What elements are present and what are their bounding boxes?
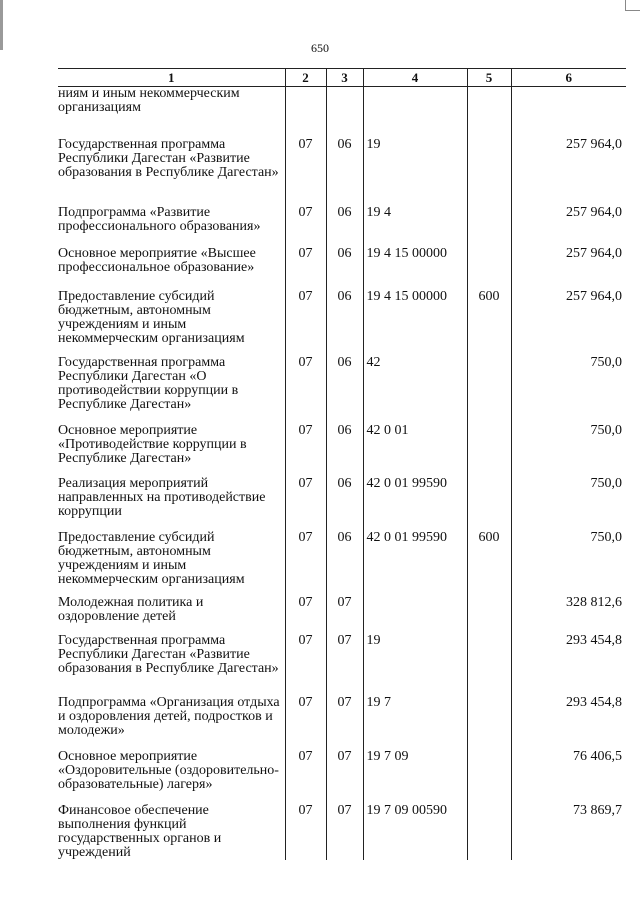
row-subsection: 06 bbox=[326, 247, 363, 290]
table-row bbox=[58, 804, 626, 860]
row-amount: 328 812,6 bbox=[511, 596, 626, 634]
row-expense-type bbox=[467, 138, 511, 206]
row-section: 07 bbox=[285, 477, 326, 531]
row-name: Предоставление субсидий бюджетным, автономным учреждениям и иным некоммерческим организациям bbox=[58, 288, 245, 346]
row-amount: 257 964,0 bbox=[511, 138, 626, 206]
row-section: 07 bbox=[285, 696, 326, 750]
table-row bbox=[58, 206, 626, 247]
header-col-5: 5 bbox=[467, 69, 511, 87]
page-number: 650 bbox=[311, 41, 329, 55]
table-row bbox=[58, 87, 626, 138]
row-target-code: 19 7 09 bbox=[363, 750, 467, 804]
row-section: 07 bbox=[285, 596, 326, 634]
row-subsection: 07 bbox=[326, 750, 363, 804]
row-amount: 750,0 bbox=[511, 477, 626, 531]
row-amount bbox=[511, 87, 626, 138]
row-name: Подпрограмма «Развитие профессионального образования» bbox=[58, 204, 261, 234]
table-row bbox=[58, 290, 626, 356]
row-section: 07 bbox=[285, 531, 326, 596]
table-row bbox=[58, 138, 626, 206]
row-amount: 76 406,5 bbox=[511, 750, 626, 804]
row-section: 07 bbox=[285, 247, 326, 290]
row-expense-type bbox=[467, 804, 511, 860]
header-col-6: 6 bbox=[511, 69, 626, 87]
row-expense-type bbox=[467, 247, 511, 290]
header-col-3: 3 bbox=[326, 69, 363, 87]
table-row bbox=[58, 531, 626, 596]
table-row bbox=[58, 696, 626, 750]
row-name: Основное мероприятие «Оздоровительные (оздоровительно-образовательные) лагеря» bbox=[58, 748, 279, 792]
row-section: 07 bbox=[285, 138, 326, 206]
row-subsection: 07 bbox=[326, 696, 363, 750]
row-name: Государственная программа Республики Дагестан «Развитие образования в Республике Дагестан» bbox=[58, 136, 279, 180]
row-expense-type bbox=[467, 634, 511, 696]
row-section bbox=[285, 87, 326, 138]
scan-corner-mark bbox=[625, 0, 640, 11]
row-section: 07 bbox=[285, 290, 326, 356]
row-amount: 257 964,0 bbox=[511, 206, 626, 247]
row-name: Государственная программа Республики Дагестан «О противодействии коррупции в Республике Дагестан» bbox=[58, 354, 239, 412]
header-col-1: 1 bbox=[58, 69, 285, 87]
budget-table bbox=[58, 68, 626, 860]
table-header-row bbox=[58, 69, 626, 87]
row-target-code: 19 bbox=[363, 138, 467, 206]
row-name: Финансовое обеспечение выполнения функций государственных органов и учреждений bbox=[58, 802, 222, 860]
row-amount: 257 964,0 bbox=[511, 290, 626, 356]
row-expense-type bbox=[467, 206, 511, 247]
row-amount: 73 869,7 bbox=[511, 804, 626, 860]
row-expense-type bbox=[467, 356, 511, 424]
row-name: ниям и иным некоммерческим организациям bbox=[58, 86, 240, 115]
row-target-code: 42 bbox=[363, 356, 467, 424]
row-amount: 750,0 bbox=[511, 424, 626, 477]
row-expense-type: 600 bbox=[467, 531, 511, 596]
row-subsection: 06 bbox=[326, 356, 363, 424]
row-section: 07 bbox=[285, 424, 326, 477]
row-subsection: 06 bbox=[326, 531, 363, 596]
row-amount: 293 454,8 bbox=[511, 696, 626, 750]
table-row bbox=[58, 750, 626, 804]
row-target-code: 42 0 01 99590 bbox=[363, 531, 467, 596]
row-subsection: 06 bbox=[326, 424, 363, 477]
row-subsection: 06 bbox=[326, 138, 363, 206]
table-row bbox=[58, 596, 626, 634]
row-subsection: 06 bbox=[326, 477, 363, 531]
row-name: Государственная программа Республики Дагестан «Развитие образования в Республике Дагестан» bbox=[58, 632, 279, 676]
row-name: Реализация мероприятий направленных на противодействие коррупции bbox=[58, 475, 266, 519]
table-row bbox=[58, 477, 626, 531]
row-name: Основное мероприятие «Высшее профессиональное образование» bbox=[58, 245, 256, 275]
header-col-2: 2 bbox=[285, 69, 326, 87]
row-expense-type bbox=[467, 596, 511, 634]
row-section: 07 bbox=[285, 356, 326, 424]
row-expense-type: 600 bbox=[467, 290, 511, 356]
row-name: Молодежная политика и оздоровление детей bbox=[58, 594, 204, 624]
header-col-4: 4 bbox=[363, 69, 467, 87]
row-subsection: 06 bbox=[326, 206, 363, 247]
table-row bbox=[58, 356, 626, 424]
row-amount: 750,0 bbox=[511, 356, 626, 424]
row-name: Основное мероприятие «Противодействие коррупции в Республике Дагестан» bbox=[58, 422, 247, 466]
row-expense-type bbox=[467, 750, 511, 804]
row-name: Предоставление субсидий бюджетным, автономным учреждениям и иным некоммерческим организациям bbox=[58, 529, 245, 587]
row-target-code: 19 7 09 00590 bbox=[363, 804, 467, 860]
row-target-code: 19 4 15 00000 bbox=[363, 290, 467, 356]
row-amount: 293 454,8 bbox=[511, 634, 626, 696]
row-target-code: 19 4 bbox=[363, 206, 467, 247]
row-section: 07 bbox=[285, 750, 326, 804]
row-expense-type bbox=[467, 696, 511, 750]
row-subsection: 07 bbox=[326, 634, 363, 696]
row-target-code: 42 0 01 99590 bbox=[363, 477, 467, 531]
table-row bbox=[58, 247, 626, 290]
row-subsection: 06 bbox=[326, 290, 363, 356]
row-expense-type bbox=[467, 87, 511, 138]
row-subsection: 07 bbox=[326, 804, 363, 860]
row-expense-type bbox=[467, 424, 511, 477]
table-row bbox=[58, 634, 626, 696]
row-subsection: 07 bbox=[326, 596, 363, 634]
row-subsection bbox=[326, 87, 363, 138]
row-target-code: 42 0 01 bbox=[363, 424, 467, 477]
row-name: Подпрограмма «Организация отдыха и оздоровления детей, подростков и молодежи» bbox=[58, 694, 280, 738]
row-target-code: 19 7 bbox=[363, 696, 467, 750]
row-expense-type bbox=[467, 477, 511, 531]
row-amount: 750,0 bbox=[511, 531, 626, 596]
row-section: 07 bbox=[285, 804, 326, 860]
row-target-code: 19 bbox=[363, 634, 467, 696]
table-row bbox=[58, 424, 626, 477]
row-target-code bbox=[363, 87, 467, 138]
row-section: 07 bbox=[285, 206, 326, 247]
row-amount: 257 964,0 bbox=[511, 247, 626, 290]
row-target-code: 19 4 15 00000 bbox=[363, 247, 467, 290]
row-section: 07 bbox=[285, 634, 326, 696]
row-target-code bbox=[363, 596, 467, 634]
